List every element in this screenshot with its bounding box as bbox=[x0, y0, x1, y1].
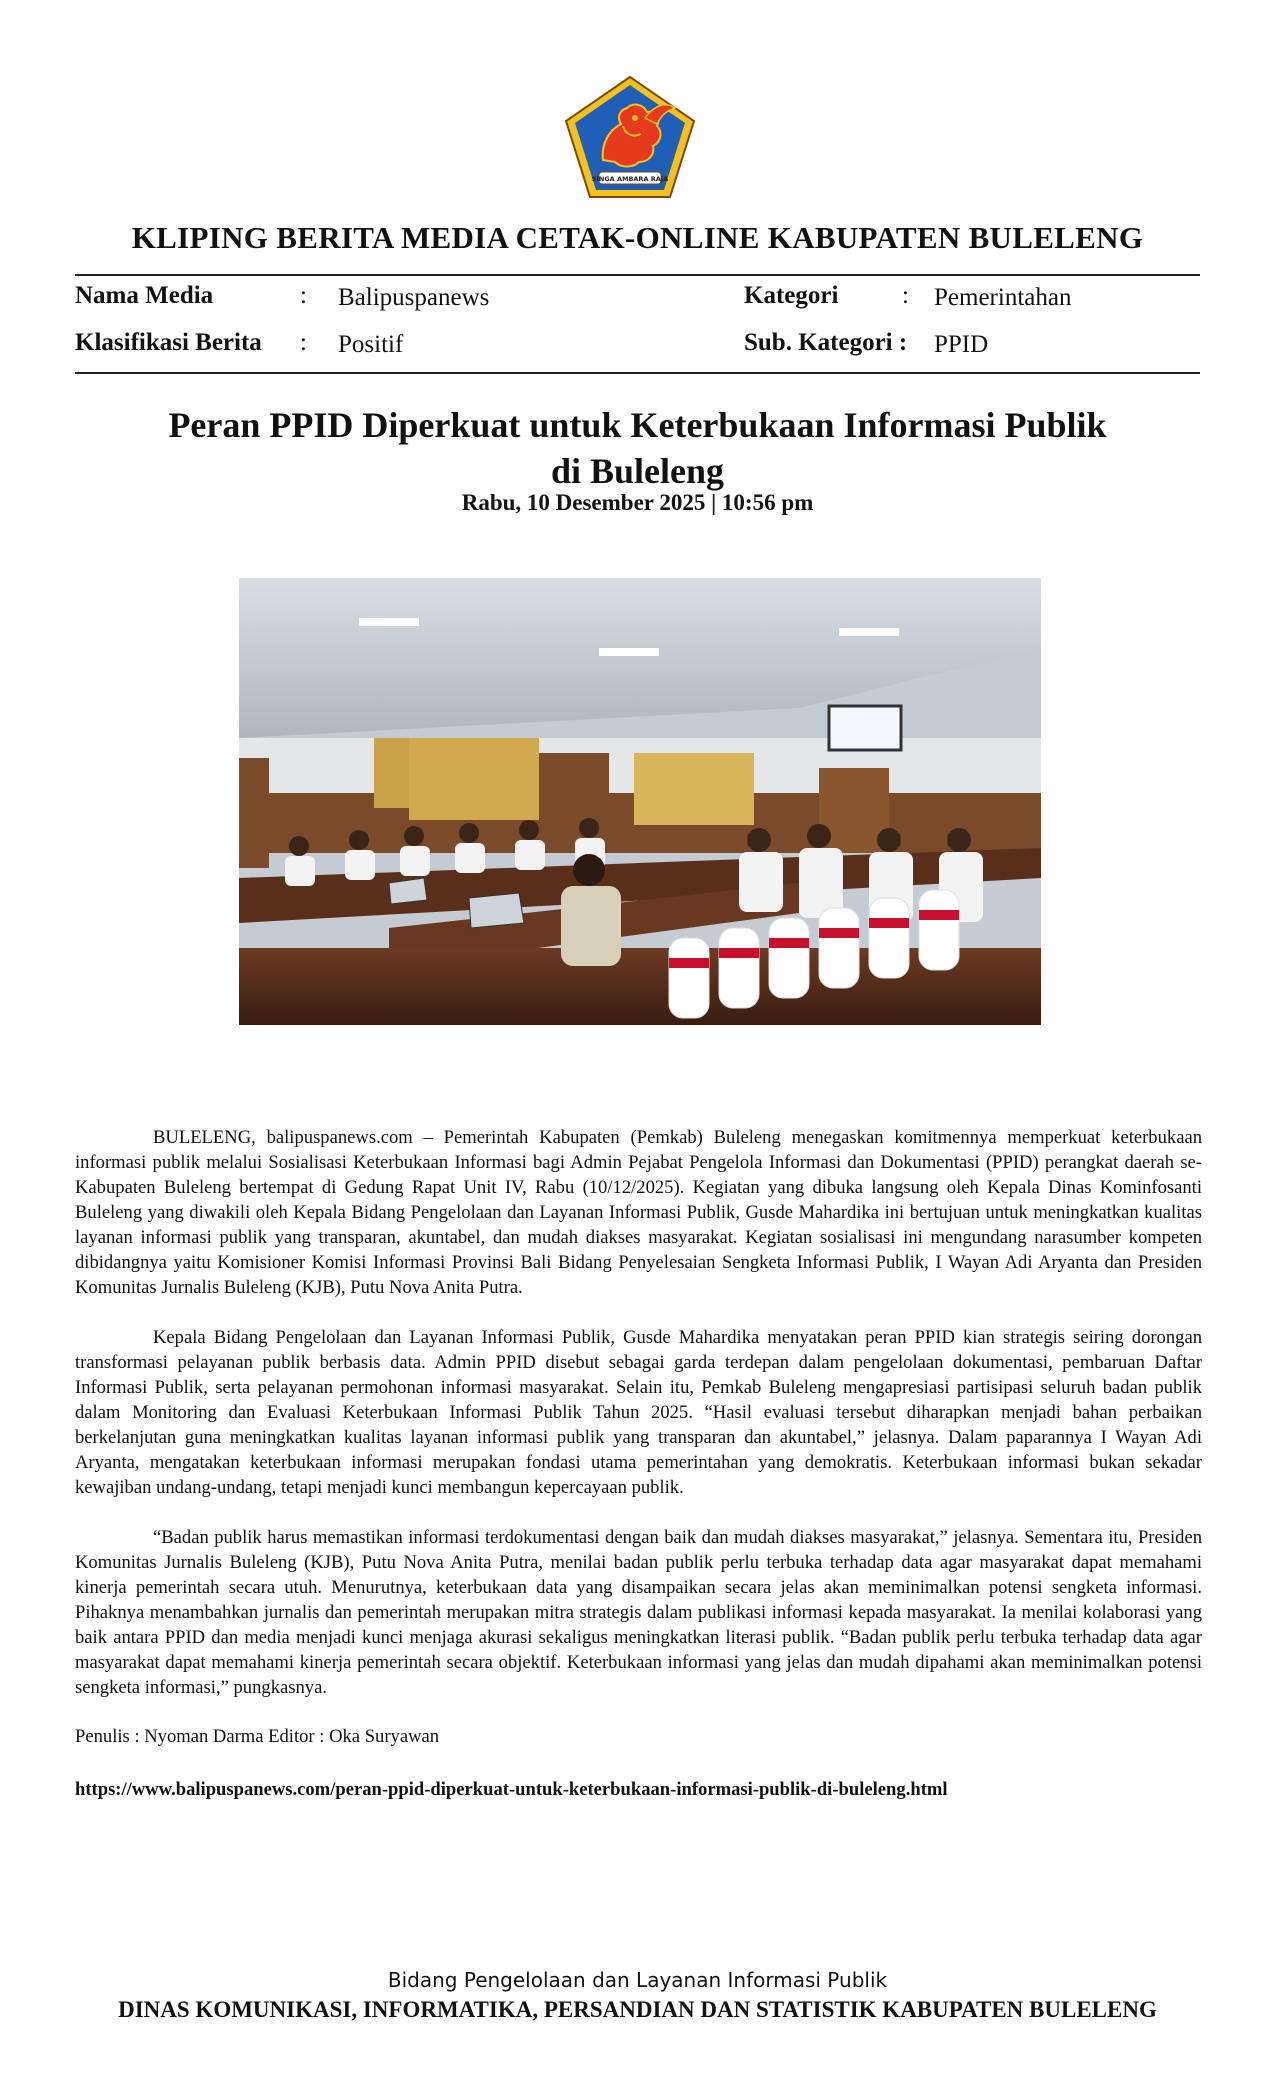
article-headline bbox=[75, 402, 1200, 494]
header-bottom-rule bbox=[75, 372, 1200, 374]
author-editor-credits: Penulis : Nyoman Darma Editor : Oka Suryawan bbox=[75, 1726, 440, 1747]
article-dateline: Rabu, 10 Desember 2025 | 10:56 pm bbox=[461, 490, 814, 515]
footer-agency: DINAS KOMUNIKASI, INFORMATIKA, PERSANDIAN DAN STATISTIK KABUPATEN BULELENG bbox=[118, 1997, 1157, 2022]
emblem-icon bbox=[563, 74, 697, 200]
clipping-title: KLIPING BERITA MEDIA CETAK-ONLINE KABUPATEN BULELENG bbox=[131, 220, 1144, 255]
klasifikasi-value: Positif bbox=[338, 331, 404, 358]
nama-media-value: Balipuspanews bbox=[338, 284, 490, 311]
article-paragraph-1: BULELENG, balipuspanews.com – Pemerintah Kabupaten (Pemkab) Buleleng menegaskan komitmennya memperkuat keterbukaan informasi publik melalui Sosialisasi Keterbukaan Informasi bagi Admin Pejabat Pengelola Informasi dan Dokumentasi (PPID) perangkat daerah se-Kabupaten Buleleng bertempat di Gedung Rapat Unit IV, Rabu (10/12/2025). Kegiatan yang dibuka langsung oleh Kepala Dinas Kominfosanti Buleleng yang diwakili oleh Kepala Bidang Pengelolaan dan Layanan Informasi Publik, Gusde Mahardika ini bertujuan untuk meningkatkan kualitas layanan informasi publik yang transparan, akuntabel, dan mudah diakses masyarakat. Kegiatan sosialisasi ini mengundang narasumber kompeten dibidangnya yaitu Komisioner Komisi Informasi Provinsi Bali Bidang Penyelesaian Sengketa Informasi Publik, I Wayan Adi Aryanta dan Presiden Komunitas Jurnalis Buleleng (KJB), Putu Nova Anita Putra. bbox=[75, 1127, 1202, 1298]
source-url-link[interactable]: https://www.balipuspanews.com/peran-ppid-diperkuat-untuk-keterbukaan-informasi-publik-di-buleleng.html bbox=[75, 1779, 948, 1800]
sub-kategori-value: PPID bbox=[934, 331, 989, 358]
header-top-rule bbox=[75, 274, 1200, 276]
emblem-motto: SINGA AMBARA RAJA bbox=[591, 175, 669, 183]
headline-line-2: di Buleleng bbox=[550, 451, 725, 491]
kategori-label: Kategori bbox=[744, 282, 839, 309]
article-paragraph-3: “Badan publik harus memastikan informasi terdokumentasi dengan baik dan mudah diakses masyarakat,” jelasnya. Sementara itu, Presiden Komunitas Jurnalis Buleleng (KJB), Putu Nova Anita Putra, menilai badan publik perlu terbuka terhadap data agar masyarakat dapat memahami kinerja pemerintah secara utuh. Menurutnya, keterbukaan data yang disampaikan secara jelas akan meminimalkan potensi sengketa informasi. Pihaknya menambahkan jurnalis dan pemerintah merupakan mitra strategis dalam publikasi informasi kepada masyarakat. Ia menilai kolaborasi yang baik antara PPID dan media menjadi kunci menjaga akurasi sekaligus meningkatkan literasi publik. “Badan publik perlu terbuka terhadap data agar masyarakat dapat memahami kinerja pemerintah secara objektif. Keterbukaan informasi yang jelas dan mudah dipahami akan meminimalkan potensi sengketa informasi,” pungkasnya. bbox=[75, 1527, 1202, 1698]
kategori-colon: : bbox=[902, 282, 909, 309]
sub-kategori-label: Sub. Kategori : bbox=[744, 329, 908, 356]
headline-line-1: Peran PPID Diperkuat untuk Keterbukaan Informasi Publik bbox=[168, 405, 1107, 445]
meeting-room-photo bbox=[239, 578, 1041, 1025]
kategori-value: Pemerintahan bbox=[934, 284, 1072, 311]
meeting-photo-illustration bbox=[239, 578, 1041, 1025]
buleleng-emblem-logo bbox=[563, 74, 697, 200]
article-paragraph-2: Kepala Bidang Pengelolaan dan Layanan Informasi Publik, Gusde Mahardika menyatakan peran PPID kian strategis seiring dorongan transformasi pelayanan publik berbasis data. Admin PPID disebut sebagai garda terdepan dalam pengelolaan dokumentasi, pembaruan Daftar Informasi Publik, serta pelayanan permohonan informasi masyarakat. Selain itu, Pemkab Buleleng mengapresiasi partisipasi seluruh badan publik dalam Monitoring dan Evaluasi Keterbukaan Informasi Publik Tahun 2025. “Hasil evaluasi tersebut diharapkan menjadi bahan perbaikan berkelanjutan guna meningkatkan kualitas layanan informasi publik yang transparan dan akuntabel,” jelasnya. Dalam paparannya I Wayan Adi Aryanta, mengatakan keterbukaan informasi merupakan fondasi utama pemerintahan yang demokratis. Keterbukaan informasi bukan sekadar kewajiban undang-undang, tetapi menjadi kunci membangun kepercayaan publik. bbox=[75, 1327, 1202, 1498]
nama-media-colon: : bbox=[300, 282, 307, 309]
nama-media-label: Nama Media bbox=[75, 282, 214, 309]
footer-division: Bidang Pengelolaan dan Layanan Informasi Publik bbox=[387, 1968, 888, 1992]
klasifikasi-colon: : bbox=[300, 329, 307, 356]
article-body bbox=[75, 1125, 1202, 1725]
klasifikasi-label: Klasifikasi Berita bbox=[75, 329, 262, 356]
